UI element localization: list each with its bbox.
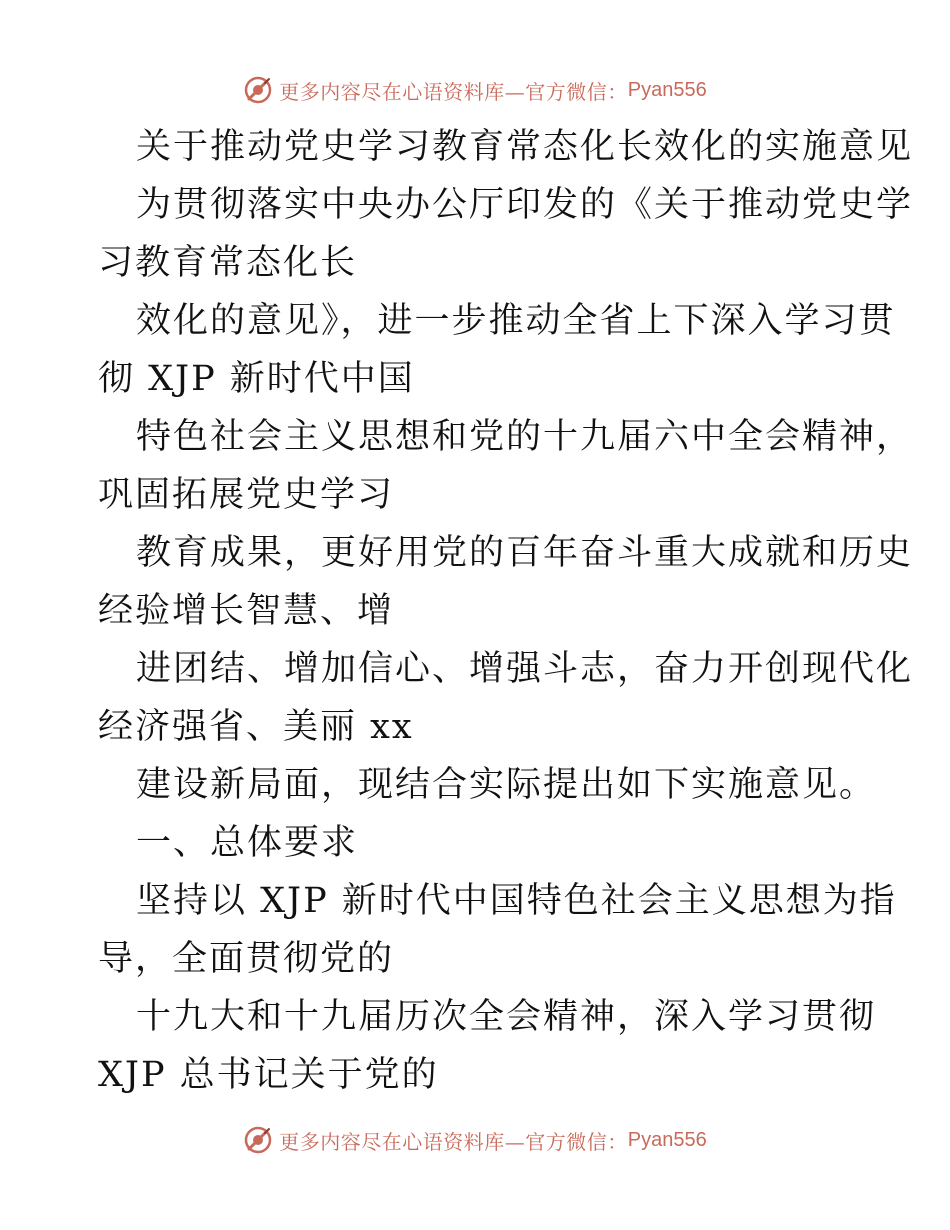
header-watermark: [0, 70, 950, 110]
document-body: [98, 118, 914, 1104]
document-line: 导，全面贯彻党的: [98, 939, 395, 979]
document-line: 经验增长智慧、增: [98, 591, 395, 631]
document-line: 进团结、增加信心、增强斗志，奋力开创现代化: [136, 649, 914, 689]
document-line: 十九大和十九届历次全会精神，深入学习贯彻: [136, 997, 877, 1037]
document-line: 关于推动党史学习教育常态化长效化的实施意见: [136, 127, 914, 167]
watermark-text: 更多内容尽在心语资料库—官方微信：: [279, 1129, 628, 1154]
document-line: 教育成果，更好用党的百年奋斗重大成就和历史: [136, 533, 914, 573]
footer-watermark: [0, 1120, 950, 1160]
document-line: 彻 XJP 新时代中国: [98, 359, 415, 399]
document-line: 习教育常态化长: [98, 243, 358, 283]
document-line: 经济强省、美丽 xx: [98, 707, 414, 747]
document-line: 为贯彻落实中央办公厅印发的《关于推动党史学: [136, 185, 914, 225]
watermark-wechat-id: Pyan556: [627, 1128, 707, 1151]
watermark-logo-icon: [243, 1125, 273, 1155]
document-line: 坚持以 XJP 新时代中国特色社会主义思想为指: [136, 881, 897, 921]
document-line: 巩固拓展党史学习: [98, 475, 395, 515]
document-line: 一、总体要求: [136, 823, 359, 863]
watermark-wechat-id: Pyan556: [627, 78, 707, 101]
document-line: XJP 总书记关于党的: [98, 1055, 439, 1095]
document-line: 建设新局面，现结合实际提出如下实施意见。: [136, 765, 877, 805]
watermark-logo-icon: [243, 75, 273, 105]
document-line: 特色社会主义思想和党的十九届六中全会精神，: [136, 417, 914, 457]
document-line: 效化的意见》，进一步推动全省上下深入学习贯: [136, 301, 896, 341]
watermark-text: 更多内容尽在心语资料库—官方微信：: [279, 79, 628, 104]
